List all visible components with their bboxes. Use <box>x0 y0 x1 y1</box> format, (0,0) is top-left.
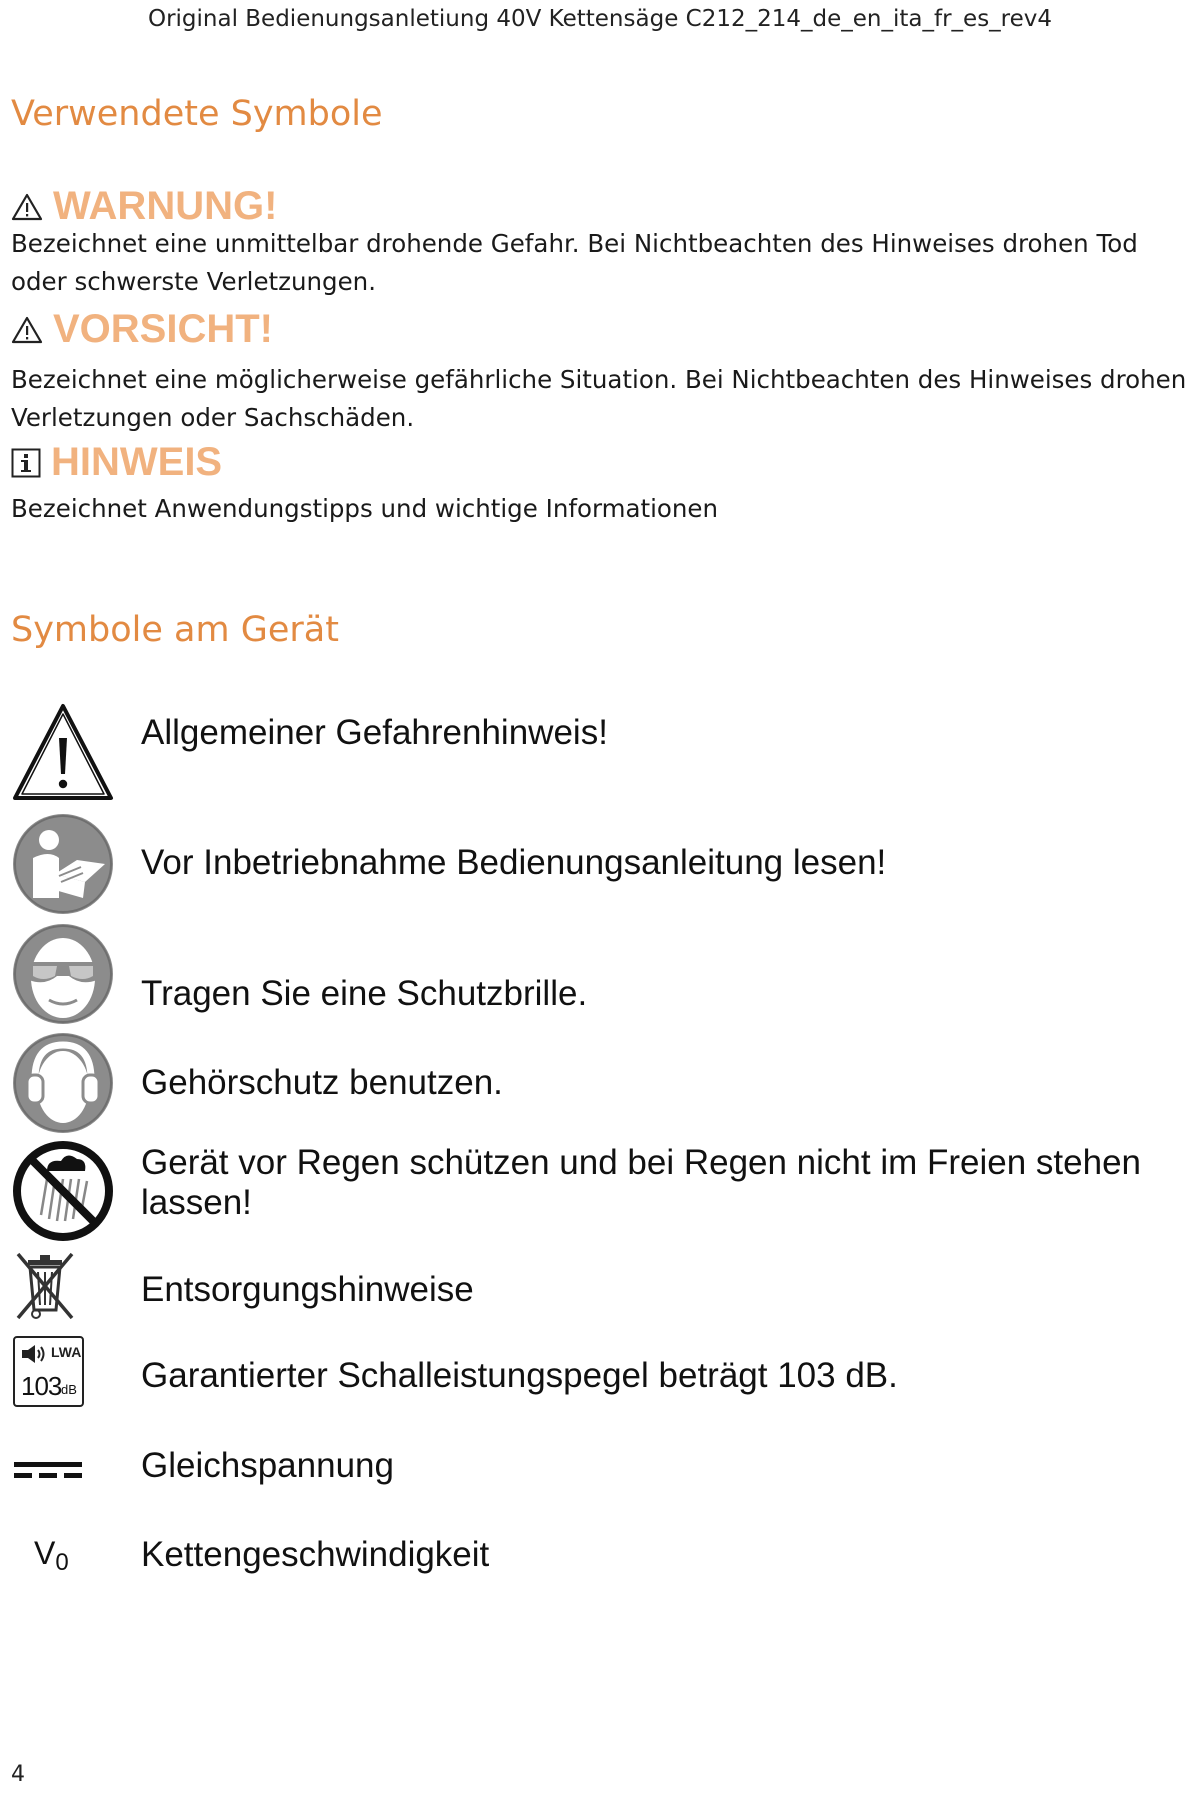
symbol-text-hearing-protection: Gehörschutz benutzen. <box>141 1063 503 1102</box>
chain-speed-subscript: 0 <box>55 1549 69 1576</box>
notice-heading-caution <box>11 307 273 352</box>
sound-power-icon <box>13 1336 84 1407</box>
notice-text-warning: Bezeichnet eine unmittelbar drohende Gefahr. Bei Nichtbeachten des Hinweises drohen Tod oder schwerste Verletzungen. <box>11 229 1138 296</box>
warning-triangle-icon <box>11 316 43 344</box>
notice-heading-info <box>11 440 222 485</box>
chain-speed-icon <box>34 1535 69 1576</box>
page-number: 4 <box>11 1762 25 1787</box>
symbol-text-direct-current: Gleichspannung <box>141 1446 394 1485</box>
speaker-icon <box>21 1344 47 1364</box>
symbol-text-safety-goggles: Tragen Sie eine Schutzbrille. <box>141 974 588 1013</box>
symbol-text-no-rain: Gerät vor Regen schützen und bei Regen nicht im Freien stehen lassen! <box>141 1143 1142 1222</box>
notice-text-info: Bezeichnet Anwendungstipps und wichtige Informationen <box>11 494 719 523</box>
read-manual-icon <box>11 812 115 916</box>
sound-power-unit: dB <box>61 1382 77 1397</box>
symbol-text-general-danger: Allgemeiner Gefahrenhinweis! <box>141 713 608 752</box>
chain-speed-glyph: V <box>34 1535 56 1571</box>
notice-label: HINWEIS <box>51 440 223 484</box>
no-rain-icon <box>11 1139 115 1243</box>
notice-text-caution: Bezeichnet eine möglicherweise gefährliche Situation. Bei Nichtbeachten des Hinweises drohen Verletzungen oder Sachschäden. <box>11 365 1187 432</box>
notice-label: WARNUNG! <box>53 184 278 228</box>
notice-heading-warning <box>11 184 277 229</box>
document-header: Original Bedienungsanletiung 40V Kettensäge C212_214_de_en_ita_fr_es_rev4 <box>147 6 1053 32</box>
direct-current-icon <box>14 1460 82 1480</box>
warning-triangle-icon <box>11 193 43 221</box>
section-title-device-symbols: Symbole am Gerät <box>11 610 339 650</box>
symbol-text-disposal: Entsorgungshinweise <box>141 1270 474 1309</box>
sound-power-label: LWA <box>51 1344 82 1360</box>
symbol-text-chain-speed: Kettengeschwindigkeit <box>141 1535 490 1574</box>
symbol-text-sound-power: Garantierter Schalleistungspegel beträgt 103 dB. <box>141 1356 898 1395</box>
symbol-text-read-manual: Vor Inbetriebnahme Bedienungsanleitung lesen! <box>141 843 887 882</box>
crossed-bin-icon <box>11 1250 79 1320</box>
sound-power-value: 103 <box>21 1371 62 1401</box>
general-danger-icon <box>11 700 115 804</box>
hearing-protection-icon <box>11 1031 115 1135</box>
info-icon <box>11 448 41 478</box>
section-title-symbols-used: Verwendete Symbole <box>11 94 383 134</box>
notice-label: VORSICHT! <box>53 307 273 351</box>
safety-goggles-icon <box>11 922 115 1026</box>
